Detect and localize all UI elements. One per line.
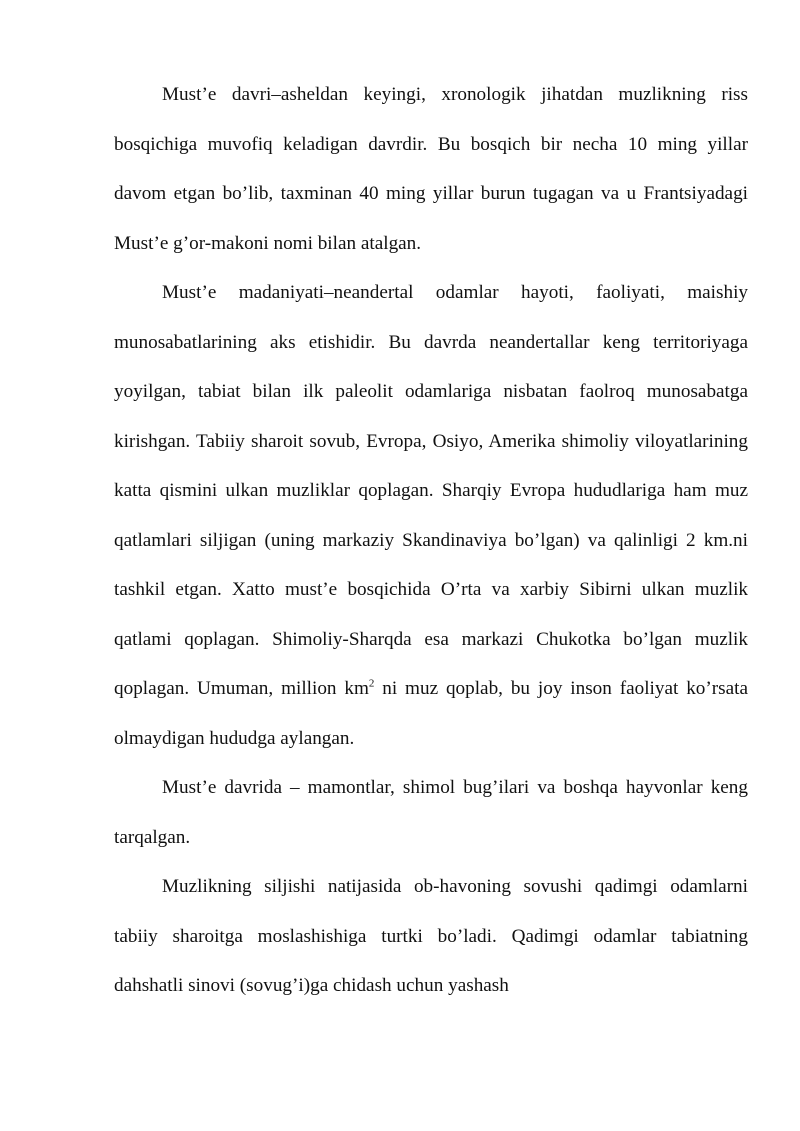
paragraph-must-e-period: Must’e davri–asheldan keyingi, xronologik jihatdan muzlikning riss bosqichiga muvofiq keladigan davrdir. Bu bosqich bir necha 10 ming yillar davom etgan bo’lib, taxminan 40 ming yillar burun tugagan va u Frantsiyadagi Must’e g’or-makoni nomi bilan atalgan.	[114, 84, 748, 254]
paragraph-must-e-culture-text: Must’e madaniyati–neandertal odamlar hayoti, faoliyati, maishiy munosabatlarining aks etishidir. Bu davrda neandertallar keng territoriyaga yoyilgan, tabiat bilan ilk paleolit odamlariga nisbatan faolroq munosabatga kirishgan. Tabiiy sharoit sovub, Evropa, Osiyo, Amerika shimoliy viloyatlarining katta qismini ulkan muzliklar qoplagan. Sharqiy Evropa hududlariga ham muz qatlamlari siljigan (uning markaziy Skandinaviya bo’lgan) va qalinligi 2 km.ni tashkil etgan. Xatto must’e bosqichida O’rta va xarbiy Sibirni ulkan muzlik qatlami qoplagan. Shimoliy-Sharqda esa markazi Chukotka bo’lgan muzlik qoplagan. Umuman, million km	[114, 282, 748, 699]
paragraph-must-e-animals: Must’e davrida – mamontlar, shimol bug’ilari va boshqa hayvonlar keng tarqalgan.	[114, 777, 748, 848]
paragraph-must-e-culture-tail: ni muz qoplab, bu joy inson faoliyat ko’rsata olmaydigan hududga aylangan.	[114, 678, 748, 749]
document-page	[114, 70, 748, 1011]
superscript-square: 2	[368, 677, 375, 690]
paragraph-glacier-adaptation: Muzlikning siljishi natijasida ob-havoning sovushi qadimgi odamlarni tabiiy sharoitga moslashishiga turtki bo’ladi. Qadimgi odamlar tabiatning dahshatli sinovi (sovug’i)ga chidash uchun yashash	[114, 876, 748, 996]
paragraph-must-e-culture	[114, 268, 748, 763]
